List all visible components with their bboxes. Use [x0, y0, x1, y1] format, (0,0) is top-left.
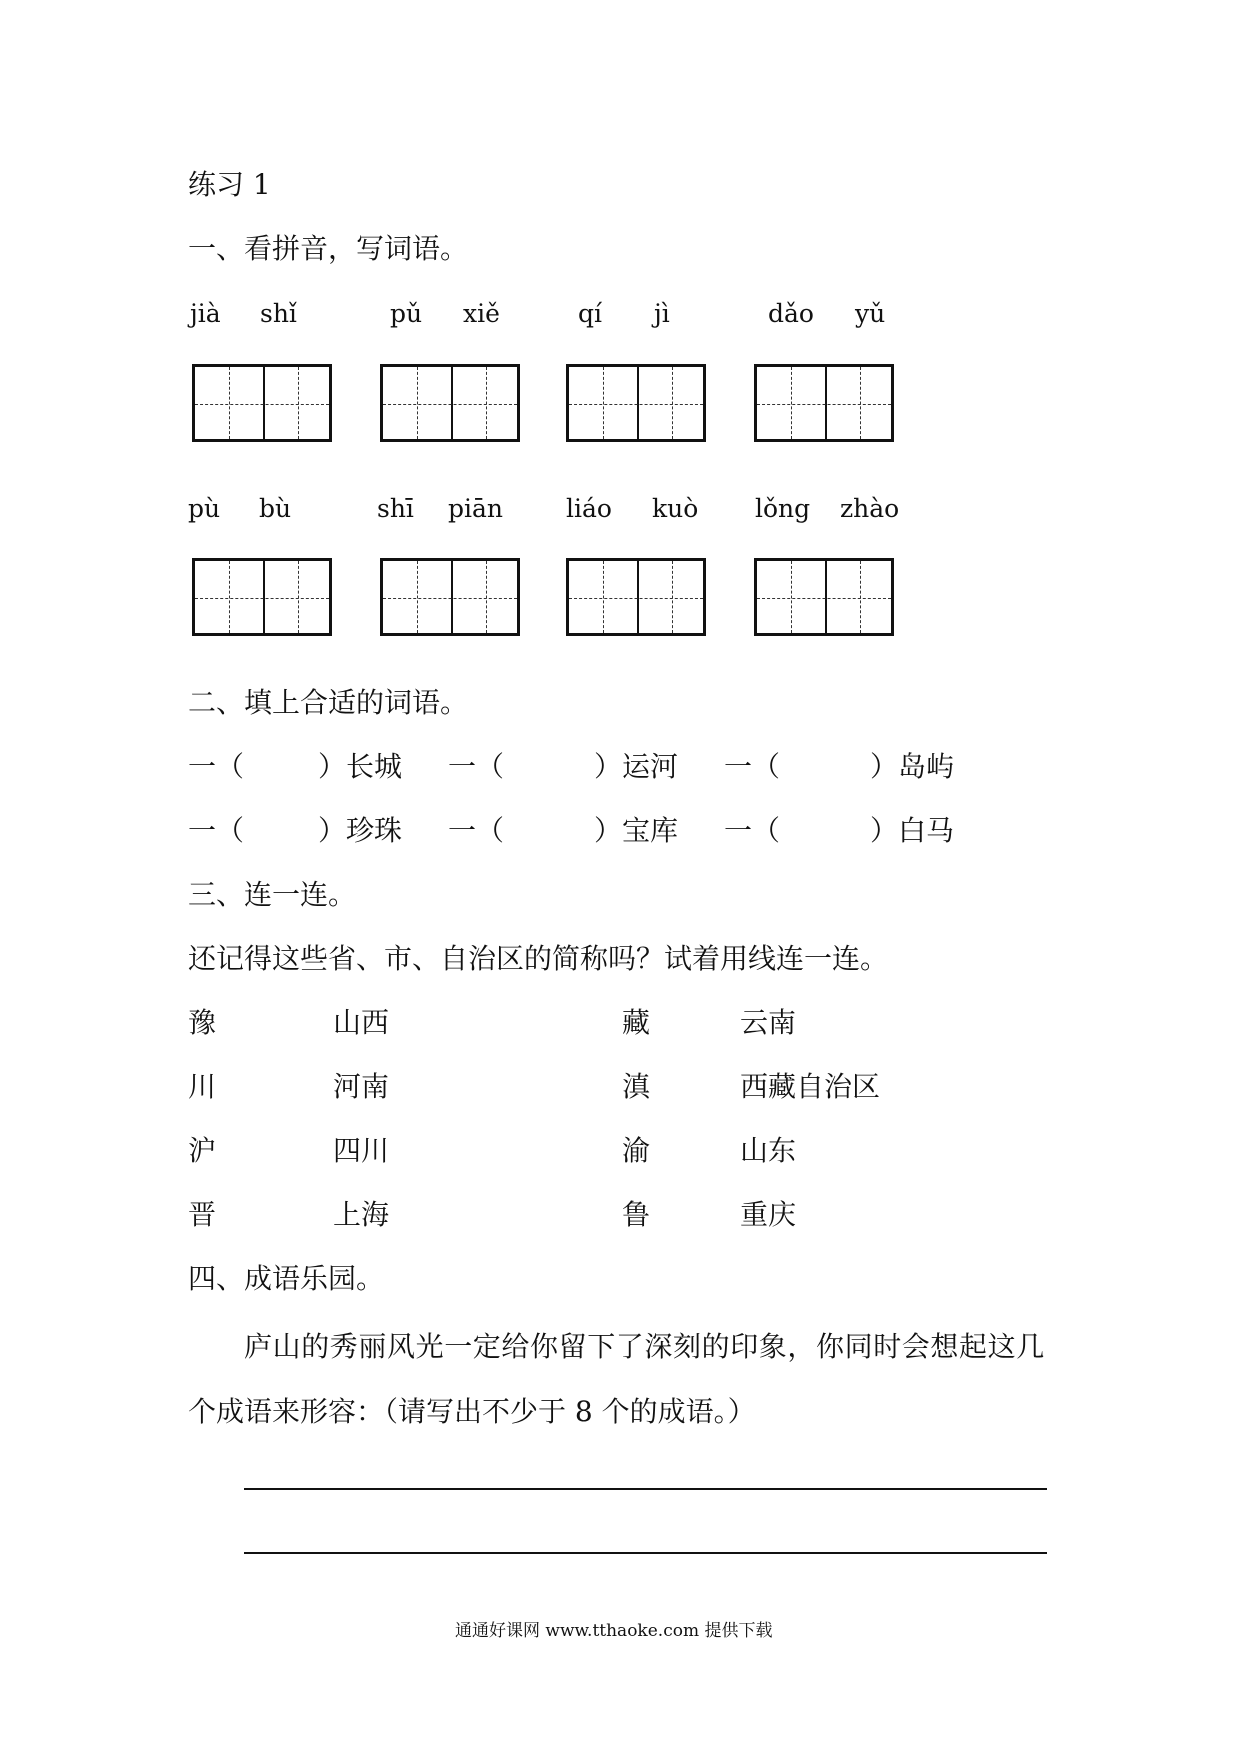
region-name: 云南: [740, 1006, 797, 1039]
pinyin: pǔ: [390, 299, 423, 328]
page-title: 练习 1: [188, 168, 271, 201]
footer-text: 通通好课网 www.tthaoke.com 提供下载: [455, 1621, 773, 1641]
answer-line[interactable]: [244, 1552, 1047, 1554]
fill-prefix: 一（: [188, 750, 245, 783]
pinyin: piān: [448, 494, 504, 523]
pinyin: shī: [377, 494, 414, 523]
region-name: 河南: [333, 1070, 390, 1103]
section-2-heading: 二、填上合适的词语。: [188, 686, 469, 719]
abbreviation: 鲁: [622, 1198, 651, 1231]
region-name: 西藏自治区: [740, 1070, 881, 1103]
fill-suffix: ）宝库: [594, 814, 679, 847]
pinyin: shǐ: [260, 299, 297, 328]
section-4-heading: 四、成语乐园。: [188, 1262, 385, 1295]
pinyin: qí: [578, 299, 602, 328]
writing-box[interactable]: [380, 364, 520, 442]
pinyin: dǎo: [768, 299, 814, 328]
pinyin: bù: [259, 494, 292, 523]
fill-suffix: ）长城: [318, 750, 403, 783]
fill-suffix: ）运河: [594, 750, 679, 783]
pinyin: pù: [188, 494, 221, 523]
section-3-heading: 三、连一连。: [188, 878, 357, 911]
pinyin: liáo: [566, 494, 612, 523]
region-name: 四川: [333, 1134, 390, 1167]
fill-prefix: 一（: [188, 814, 245, 847]
fill-suffix: ）珍珠: [318, 814, 403, 847]
pinyin: yǔ: [855, 299, 886, 328]
fill-prefix: 一（: [448, 750, 505, 783]
fill-suffix: ）白马: [870, 814, 955, 847]
writing-box[interactable]: [566, 558, 706, 636]
writing-box[interactable]: [754, 364, 894, 442]
abbreviation: 晋: [188, 1198, 217, 1231]
abbreviation: 豫: [188, 1006, 217, 1039]
abbreviation: 藏: [622, 1006, 651, 1039]
fill-prefix: 一（: [724, 750, 781, 783]
region-name: 重庆: [740, 1198, 797, 1231]
fill-prefix: 一（: [724, 814, 781, 847]
section-4-paragraph-line2: 个成语来形容：（请写出不少于 8 个的成语。）: [188, 1395, 756, 1428]
region-name: 上海: [333, 1198, 390, 1231]
pinyin: jià: [190, 299, 221, 328]
fill-prefix: 一（: [448, 814, 505, 847]
pinyin: zhào: [840, 494, 900, 523]
answer-line[interactable]: [244, 1488, 1047, 1490]
pinyin: lǒng: [755, 494, 811, 523]
writing-box[interactable]: [380, 558, 520, 636]
writing-box[interactable]: [754, 558, 894, 636]
writing-box[interactable]: [192, 558, 332, 636]
writing-box[interactable]: [566, 364, 706, 442]
writing-box[interactable]: [192, 364, 332, 442]
abbreviation: 沪: [188, 1134, 217, 1167]
fill-suffix: ）岛屿: [870, 750, 955, 783]
pinyin: jì: [654, 299, 670, 328]
abbreviation: 川: [188, 1070, 217, 1103]
abbreviation: 滇: [622, 1070, 651, 1103]
section-1-heading: 一、看拼音，写词语。: [188, 232, 469, 265]
region-name: 山东: [740, 1134, 797, 1167]
abbreviation: 渝: [622, 1134, 651, 1167]
pinyin: xiě: [463, 299, 500, 328]
region-name: 山西: [333, 1006, 390, 1039]
section-4-paragraph-line1: 庐山的秀丽风光一定给你留下了深刻的印象，你同时会想起这几: [244, 1330, 1045, 1363]
section-3-intro: 还记得这些省、市、自治区的简称吗？试着用线连一连。: [188, 942, 889, 975]
pinyin: kuò: [652, 494, 699, 523]
